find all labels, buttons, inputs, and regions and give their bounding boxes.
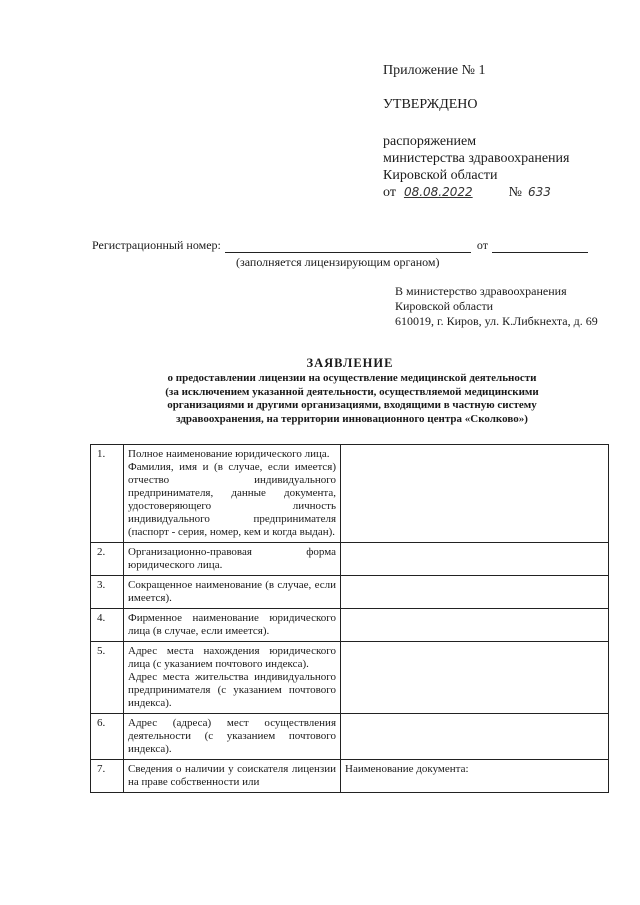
order-number-handwritten: 633	[528, 185, 551, 199]
row-number: 4.	[91, 609, 124, 642]
table-row	[91, 576, 609, 609]
number-prefix: №	[508, 185, 523, 200]
row-label-text: Полное наименование юридического лица.	[128, 448, 330, 460]
table-row	[91, 760, 609, 793]
row-label	[124, 445, 341, 543]
appendix-label: Приложение № 1	[383, 63, 486, 78]
table-row	[91, 609, 609, 642]
registration-date-blank[interactable]	[492, 240, 588, 253]
row-label	[124, 609, 341, 642]
row-label-text: Сокращенное наименование (в случае, если имеется).	[128, 579, 336, 604]
document-title: ЗАЯВЛЕНИЕ	[306, 356, 394, 370]
approved-label: УТВЕРЖДЕНО	[383, 97, 478, 112]
table-row	[91, 714, 609, 760]
row-value-field[interactable]	[341, 445, 609, 543]
application-form-table	[90, 444, 609, 793]
order-date-line	[383, 184, 569, 201]
row-label-text: Фамилия, имя и (в случае, если имеется) отчество индивидуального предпринимателя, данные документа, удостоверяющего личность индивидуального предпринимателя (паспорт - серия, номер, кем и когда выдан).	[128, 461, 336, 538]
subtitle-line: организациями и другими организациями, входящими в частную систему	[167, 399, 537, 411]
row-label-text: Адрес места жительства индивидуального предпринимателя (с указанием почтового индекса).	[128, 671, 336, 709]
row-label-text: Фирменное наименование юридического лица (в случае, если имеется).	[128, 612, 336, 637]
table-row	[91, 642, 609, 714]
order-line: министерства здравоохранения	[383, 151, 570, 166]
approval-block	[383, 62, 569, 201]
row-value-field[interactable]	[341, 543, 609, 576]
order-line: Кировской области	[383, 168, 498, 183]
registration-line	[92, 238, 588, 253]
row-value-field[interactable]	[341, 576, 609, 609]
row-number: 5.	[91, 642, 124, 714]
row-number: 7.	[91, 760, 124, 793]
addressee-line: 610019, г. Киров, ул. К.Либкнехта, д. 69	[395, 314, 598, 328]
row-label	[124, 760, 341, 793]
order-reference	[383, 133, 569, 201]
row-value-field[interactable]: Наименование документа:	[341, 760, 609, 793]
row-number: 3.	[91, 576, 124, 609]
subtitle-line: о предоставлении лицензии на осуществление медицинской деятельности	[167, 372, 537, 384]
registration-from-label: от	[476, 238, 488, 252]
row-label	[124, 642, 341, 714]
registration-number-blank[interactable]	[225, 240, 471, 253]
date-prefix: от	[383, 185, 396, 200]
order-line: распоряжением	[383, 134, 477, 149]
row-label	[124, 576, 341, 609]
row-number: 6.	[91, 714, 124, 760]
registration-note: (заполняется лицензирующим органом)	[236, 255, 440, 269]
document-subtitle	[112, 372, 592, 426]
row-label-text: Организационно-правовая форма юридического лица.	[128, 546, 336, 571]
row-label-text: Сведения о наличии у соискателя лицензии на праве собственности или	[128, 763, 336, 788]
row-value-field[interactable]	[341, 609, 609, 642]
row-value-field[interactable]	[341, 642, 609, 714]
table-row	[91, 445, 609, 543]
order-date-handwritten: 08.08.2022	[403, 185, 473, 199]
subtitle-line: (за исключением указанной деятельности, осуществляемой медицинскими	[165, 385, 539, 398]
row-label	[124, 543, 341, 576]
row-number: 2.	[91, 543, 124, 576]
row-label-text: Адрес (адреса) мест осуществления деятельности (с указанием почтового индекса).	[128, 717, 336, 755]
subtitle-line: здравоохранения, на территории инновационного центра «Сколково»)	[176, 412, 528, 425]
addressee-block	[395, 284, 598, 329]
row-number: 1.	[91, 445, 124, 543]
row-label-text: Адрес места нахождения юридического лица (с указанием почтового индекса).	[128, 645, 336, 670]
row-value-field[interactable]	[341, 714, 609, 760]
addressee-line: В министерство здравоохранения	[395, 284, 567, 298]
row-label	[124, 714, 341, 760]
table-row	[91, 543, 609, 576]
registration-label: Регистрационный номер:	[92, 238, 221, 252]
addressee-line: Кировской области	[395, 299, 494, 313]
